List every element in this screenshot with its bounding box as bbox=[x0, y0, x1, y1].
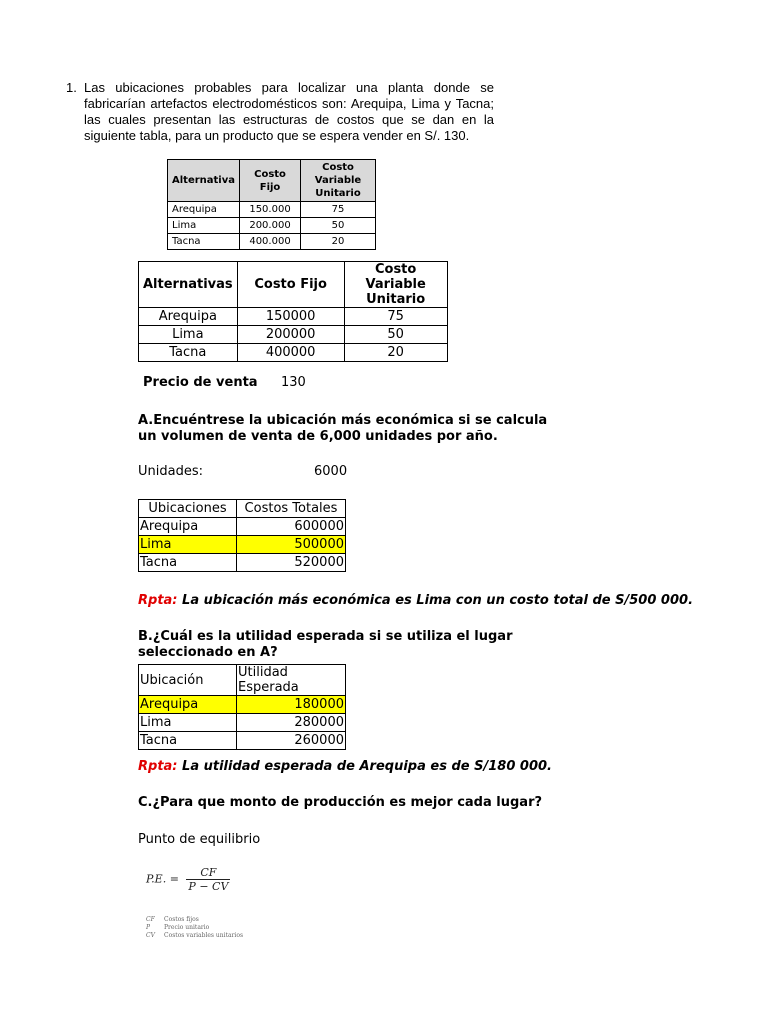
legend-item bbox=[146, 916, 243, 924]
table-header: Alternativas bbox=[139, 262, 238, 308]
table-header: Costos Totales bbox=[237, 500, 346, 518]
table-cell: Lima bbox=[139, 714, 237, 732]
table-row-highlighted bbox=[139, 536, 346, 554]
expected-profit-table bbox=[138, 664, 346, 750]
table-cell: 180000 bbox=[237, 696, 346, 714]
table-header: Utilidad Esperada bbox=[237, 665, 346, 696]
formula-fraction bbox=[186, 866, 230, 893]
table-cell: 500000 bbox=[237, 536, 346, 554]
table-cell: 200.000 bbox=[240, 218, 301, 234]
answer-b bbox=[138, 759, 552, 774]
answer-label: Rpta: bbox=[138, 759, 178, 774]
question-a: A.Encuéntrese la ubicación más económica si se calcula un volumen de venta de 6,000 unidades por año. bbox=[138, 413, 548, 444]
answer-text: La ubicación más económica es Lima con un costo total de S/500 000. bbox=[182, 593, 694, 608]
table-header: Costo Variable Unitario bbox=[301, 160, 376, 202]
table-row bbox=[139, 554, 346, 572]
question-number: 1. bbox=[66, 80, 77, 95]
table-cell: 600000 bbox=[237, 518, 346, 536]
table-cell: 400000 bbox=[237, 344, 344, 362]
units-value: 6000 bbox=[314, 464, 348, 479]
formula-denominator: P − CV bbox=[188, 880, 229, 893]
legend-text: Costos fijos bbox=[164, 916, 199, 923]
table-row-highlighted bbox=[139, 696, 346, 714]
formula-numerator: CF bbox=[186, 866, 230, 880]
table-cell: Lima bbox=[139, 536, 237, 554]
question-b: B.¿Cuál es la utilidad esperada si se utiliza el lugar seleccionado en A? bbox=[138, 629, 513, 660]
table-cell: 50 bbox=[344, 326, 447, 344]
table-row bbox=[139, 326, 448, 344]
legend-symbol: CF bbox=[146, 916, 155, 923]
answer-label: Rpta: bbox=[138, 593, 178, 608]
table-cell: Tacna bbox=[168, 234, 240, 250]
table-header: Costo Variable Unitario bbox=[344, 262, 447, 308]
table-row bbox=[139, 518, 346, 536]
break-even-label: Punto de equilibrio bbox=[138, 832, 261, 847]
table-cell: Lima bbox=[168, 218, 240, 234]
table-cell: Arequipa bbox=[139, 696, 237, 714]
table-cell: 75 bbox=[344, 308, 447, 326]
legend-item bbox=[146, 932, 243, 940]
legend-item bbox=[146, 924, 243, 932]
table-row bbox=[139, 714, 346, 732]
table-cell: Lima bbox=[139, 326, 238, 344]
cost-table bbox=[138, 261, 448, 362]
problem-statement: Las ubicaciones probables para localizar una planta donde se fabricarían artefactos electrodomésticos son: Arequipa, Lima y Tacna; las cuales presentan las estructuras de costos que se dan en la siguiente tabla, para un producto que se espera vender en S/. 130. bbox=[84, 80, 494, 143]
table-cell: 520000 bbox=[237, 554, 346, 572]
legend-text: Precio unitario bbox=[164, 924, 210, 931]
table-header: Ubicaciones bbox=[139, 500, 237, 518]
table-header: Costo Fijo bbox=[240, 160, 301, 202]
total-costs-table bbox=[138, 499, 346, 572]
table-row bbox=[139, 308, 448, 326]
units-label: Unidades: bbox=[138, 464, 203, 479]
cost-table-image bbox=[167, 159, 376, 250]
table-cell: 150000 bbox=[237, 308, 344, 326]
table-cell: 150.000 bbox=[240, 202, 301, 218]
question-c: C.¿Para que monto de producción es mejor cada lugar? bbox=[138, 795, 543, 810]
break-even-formula bbox=[146, 866, 230, 893]
table-header: Alternativa bbox=[168, 160, 240, 202]
table-cell: 20 bbox=[301, 234, 376, 250]
table-cell: Tacna bbox=[139, 344, 238, 362]
table-cell: Arequipa bbox=[168, 202, 240, 218]
table-cell: 260000 bbox=[237, 732, 346, 750]
formula-legend bbox=[146, 916, 243, 940]
table-row bbox=[139, 344, 448, 362]
table-cell: Tacna bbox=[139, 554, 237, 572]
table-cell: 400.000 bbox=[240, 234, 301, 250]
table-cell: Arequipa bbox=[139, 308, 238, 326]
formula-lhs: P.E. = bbox=[146, 872, 179, 886]
legend-symbol: CV bbox=[146, 932, 155, 939]
table-row bbox=[139, 732, 346, 750]
table-cell: 280000 bbox=[237, 714, 346, 732]
table-header: Ubicación bbox=[139, 665, 237, 696]
answer-a bbox=[138, 593, 693, 608]
table-row bbox=[168, 234, 376, 250]
price-value: 130 bbox=[281, 375, 306, 390]
table-cell: 20 bbox=[344, 344, 447, 362]
table-row bbox=[168, 218, 376, 234]
table-cell: Tacna bbox=[139, 732, 237, 750]
price-label: Precio de venta bbox=[143, 375, 258, 390]
legend-symbol: P bbox=[146, 924, 151, 931]
answer-text: La utilidad esperada de Arequipa es de S/180 000. bbox=[182, 759, 552, 774]
legend-text: Costos variables unitarios bbox=[164, 932, 244, 939]
table-row bbox=[168, 202, 376, 218]
table-cell: Arequipa bbox=[139, 518, 237, 536]
table-cell: 50 bbox=[301, 218, 376, 234]
table-cell: 75 bbox=[301, 202, 376, 218]
table-header: Costo Fijo bbox=[237, 262, 344, 308]
table-cell: 200000 bbox=[237, 326, 344, 344]
